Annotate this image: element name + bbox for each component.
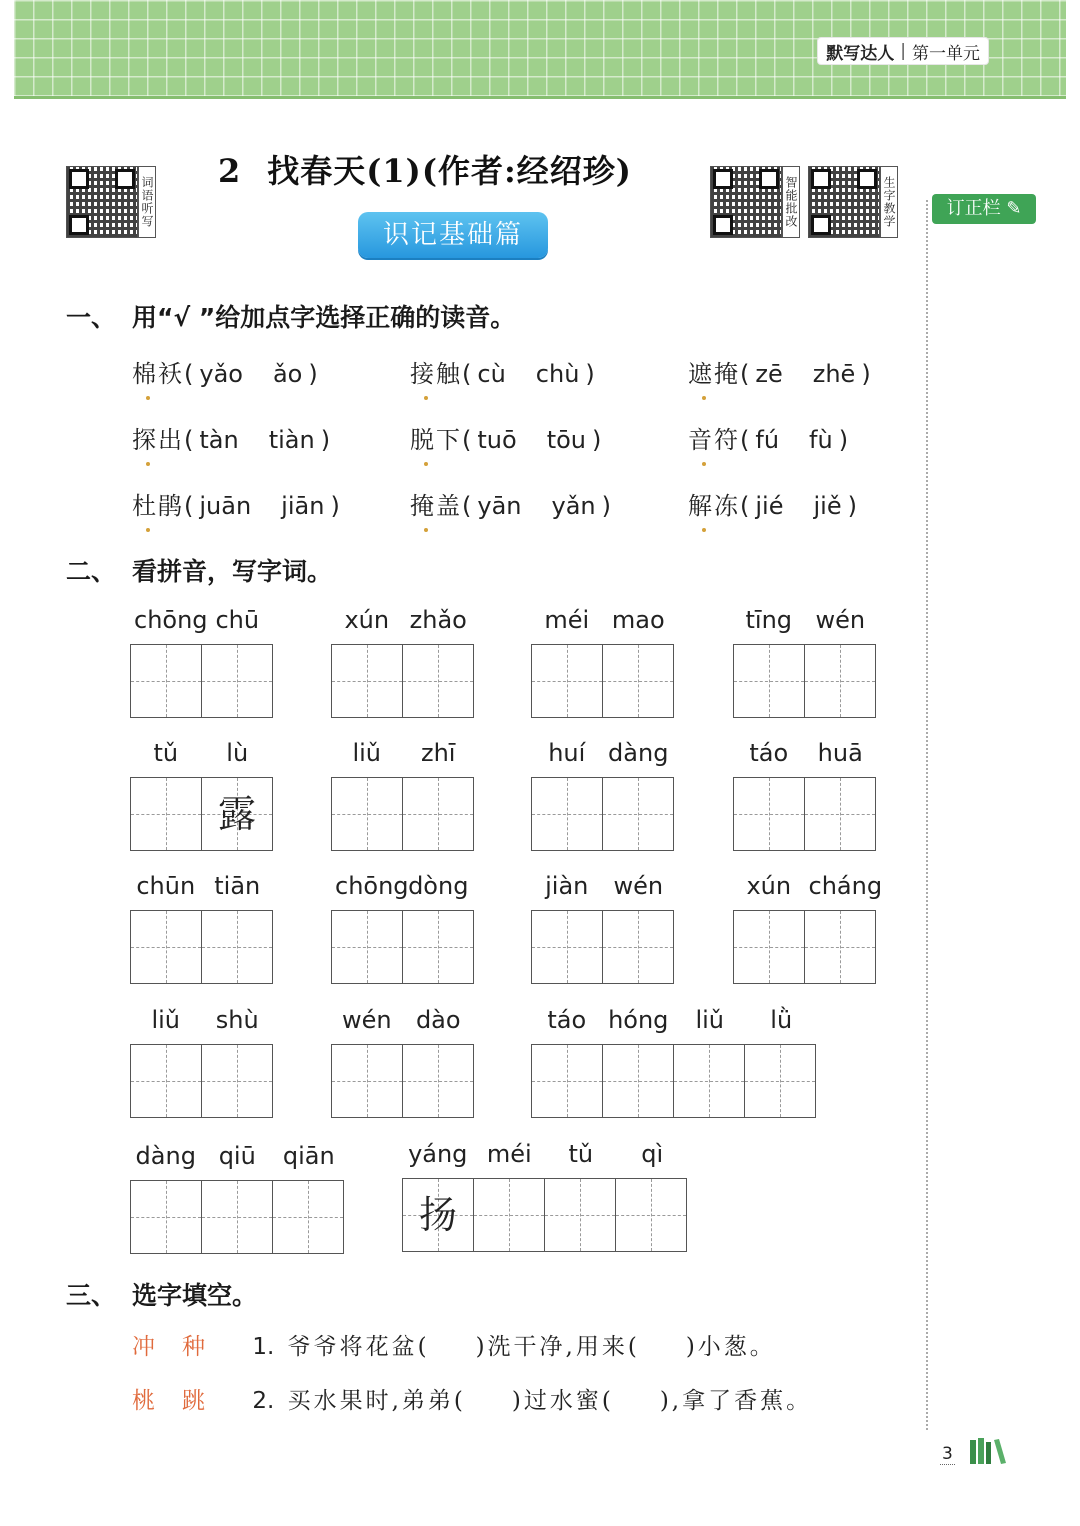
item-word: 棉袄 (132, 360, 184, 388)
paren-open: ( (462, 360, 472, 388)
item-word: 音符 (688, 426, 740, 454)
writing-grid (733, 777, 876, 851)
qr-corner (713, 215, 733, 235)
char-cell[interactable] (131, 778, 202, 850)
pinyin-option[interactable]: jié (755, 492, 784, 520)
char-cell[interactable] (202, 1181, 273, 1253)
pinyin-option[interactable]: tōu (546, 426, 586, 454)
qr-caption: 生字教学 (880, 166, 898, 238)
sentence-text: 买水果时,弟弟( (287, 1388, 466, 1414)
paren-open: ( (462, 426, 472, 454)
char-cell[interactable] (805, 778, 876, 850)
sentence-number: 2. (252, 1388, 275, 1414)
pinyin-option[interactable]: cù (477, 360, 506, 388)
paren-open: ( (462, 492, 472, 520)
emphasis-dot (702, 396, 706, 400)
correction-tag (932, 194, 1036, 224)
char-cell[interactable] (403, 911, 474, 983)
pencil-icon: ✎ (1006, 198, 1022, 219)
char-cell[interactable] (532, 1045, 603, 1117)
pinyin-label: táo (749, 739, 789, 767)
sentence-text: 爷爷将花盆( (287, 1334, 430, 1360)
paren-close: ) (838, 426, 849, 454)
pinyin-option[interactable]: tàn (199, 426, 239, 454)
qr-corner (713, 169, 733, 189)
char-cell[interactable] (532, 645, 603, 717)
paren-close: ) (320, 426, 331, 454)
q3-title: 选字填空。 (132, 1281, 258, 1310)
paren-close: ) (585, 360, 595, 388)
char-cell[interactable] (202, 911, 273, 983)
pinyin-option[interactable]: fú (755, 426, 780, 454)
sentence-text: )小葱。 (685, 1334, 776, 1360)
char-cell[interactable] (332, 911, 403, 983)
paren-open: ( (740, 492, 750, 520)
char-cell[interactable] (332, 645, 403, 717)
pinyin-label: zhī (421, 739, 456, 767)
qr-smart-grading[interactable] (710, 166, 800, 238)
writing-grid (130, 910, 273, 984)
pinyin-label: qiān (282, 1142, 335, 1170)
pinyin-label: dàng (135, 1142, 196, 1170)
writing-grid (331, 644, 474, 718)
qr-corner (811, 169, 831, 189)
pinyin-label: dào (415, 1006, 461, 1034)
qr-character-teaching[interactable] (808, 166, 898, 238)
char-cell[interactable] (202, 778, 273, 850)
pinyin-label: tǔ (568, 1140, 594, 1168)
writing-grid (331, 1044, 474, 1118)
char-cell[interactable] (403, 1045, 474, 1117)
writing-grid (531, 777, 674, 851)
paren-open: ( (740, 426, 750, 454)
paren-close: ) (308, 360, 318, 388)
pronunciation-item (132, 420, 330, 455)
pinyin-label: wén (613, 872, 664, 900)
pinyin-option[interactable]: yān (477, 492, 522, 520)
unit-name: 第一单元 (912, 43, 980, 64)
blank-input[interactable] (430, 1334, 476, 1360)
char-cell[interactable] (332, 778, 403, 850)
choice-chars: 桃 跳 (132, 1388, 207, 1414)
char-cell[interactable] (332, 1045, 403, 1117)
char-cell[interactable] (131, 1181, 202, 1253)
paren-close: ) (601, 492, 611, 520)
char-cell[interactable] (131, 911, 202, 983)
book-name: 默写达人 (826, 43, 895, 64)
sentence-text: ),拿了香蕉。 (659, 1388, 813, 1414)
lesson-title-text: 找春天(1)(作者:经绍珍) (267, 152, 632, 190)
q2-heading (66, 552, 332, 588)
char-cell[interactable] (603, 645, 674, 717)
char-cell[interactable] (403, 1179, 474, 1251)
writing-grid (130, 1180, 344, 1254)
pinyin-label: liǔ (695, 1006, 725, 1034)
pronunciation-item (410, 420, 601, 455)
paren-open: ( (184, 426, 194, 454)
pinyin-label: lǜ (770, 1006, 793, 1034)
qr-corner (69, 215, 89, 235)
char-cell[interactable] (202, 645, 273, 717)
fill-row-1 (132, 1328, 776, 1361)
pinyin-option[interactable]: jiān (281, 492, 325, 520)
pinyin-option[interactable]: fù (809, 426, 833, 454)
q1-title: 用“√ ”给加点字选择正确的读音。 (132, 303, 516, 332)
pronunciation-item (132, 354, 318, 389)
pinyin-label: méi (486, 1140, 532, 1168)
qr-corner (115, 169, 135, 189)
q1-number: 一、 (66, 303, 117, 332)
emphasis-dot (702, 528, 706, 532)
blank-input[interactable] (640, 1334, 686, 1360)
char-cell[interactable] (545, 1179, 616, 1251)
paren-close: ) (861, 360, 871, 388)
char-cell[interactable] (805, 911, 876, 983)
pinyin-label: chōng (335, 872, 409, 900)
pinyin-option[interactable]: jiě (813, 492, 842, 520)
pinyin-label: dàng (608, 739, 669, 767)
writing-grid (531, 910, 674, 984)
item-word: 接触 (410, 360, 462, 388)
q2-title: 看拼音，写字词。 (132, 557, 333, 586)
correction-label: 订正栏 (946, 198, 1001, 219)
unit-separator: | (900, 41, 906, 61)
writing-grid (531, 1044, 816, 1118)
pinyin-option[interactable]: yǎo (199, 360, 243, 388)
pinyin-label: dòng (408, 872, 469, 900)
q3-heading (66, 1276, 257, 1312)
char-cell[interactable] (805, 645, 876, 717)
item-word: 杜鹃 (132, 492, 184, 520)
item-word: 遮掩 (688, 360, 740, 388)
q2-number: 二、 (66, 557, 117, 586)
char-cell-text: 扬 (418, 1193, 457, 1237)
emphasis-dot (424, 462, 428, 466)
qr-caption: 词语听写 (138, 166, 156, 238)
pinyin-label: liǔ (352, 739, 382, 767)
pinyin-label: xún (344, 606, 390, 634)
emphasis-dot (146, 528, 150, 532)
page-number: 3 (942, 1444, 953, 1464)
pinyin-label: tīng (745, 606, 793, 634)
pinyin-label: chū (215, 606, 260, 634)
paren-close: ) (847, 492, 857, 520)
char-cell[interactable] (403, 645, 474, 717)
emphasis-dot (146, 462, 150, 466)
char-cell[interactable] (674, 1045, 745, 1117)
char-cell[interactable] (734, 911, 805, 983)
sentence-number: 1. (252, 1334, 275, 1360)
char-cell[interactable] (474, 1179, 545, 1251)
pinyin-label: tiān (214, 872, 261, 900)
char-cell[interactable] (532, 911, 603, 983)
char-cell[interactable] (603, 911, 674, 983)
lesson-title (218, 146, 632, 192)
lesson-number: 2 (218, 152, 242, 190)
qr-corner (69, 169, 89, 189)
pinyin-option[interactable]: ǎo (272, 360, 303, 388)
pronunciation-item (132, 486, 340, 521)
pinyin-option[interactable]: zē (755, 360, 783, 388)
pinyin-label: chūn (136, 872, 196, 900)
char-cell[interactable] (616, 1179, 687, 1251)
pinyin-label: jiàn (545, 872, 589, 900)
pinyin-option[interactable]: zhē (812, 360, 856, 388)
writing-grid (402, 1178, 687, 1252)
item-word: 掩盖 (410, 492, 462, 520)
writing-grid (331, 910, 474, 984)
pronunciation-item (688, 420, 848, 455)
paren-open: ( (184, 360, 194, 388)
item-word: 脱下 (410, 426, 462, 454)
char-cell[interactable] (532, 778, 603, 850)
pinyin-option[interactable]: tuō (477, 426, 517, 454)
header-band (14, 0, 1066, 99)
char-cell[interactable] (745, 1045, 816, 1117)
char-cell[interactable] (603, 1045, 674, 1117)
paren-open: ( (740, 360, 750, 388)
choice-chars: 冲 种 (132, 1334, 207, 1360)
paren-open: ( (184, 492, 194, 520)
books-icon (968, 1436, 1008, 1464)
writing-grid (130, 644, 273, 718)
pinyin-label: shù (215, 1006, 259, 1034)
char-cell[interactable] (273, 1181, 344, 1253)
pinyin-label: wén (341, 1006, 392, 1034)
emphasis-dot (702, 462, 706, 466)
pronunciation-item (688, 486, 857, 521)
writing-grid (733, 910, 876, 984)
pronunciation-item (688, 354, 871, 389)
qr-corner (857, 169, 877, 189)
pinyin-option[interactable]: tiàn (268, 426, 315, 454)
char-cell[interactable] (131, 1045, 202, 1117)
char-cell[interactable] (131, 645, 202, 717)
sentence-text: )过水蜜( (511, 1388, 614, 1414)
fill-row-2 (132, 1382, 812, 1415)
pinyin-option[interactable]: chù (535, 360, 580, 388)
writing-grid (531, 644, 674, 718)
blank-input[interactable] (466, 1388, 512, 1414)
section-badge: 识记基础篇 (358, 212, 548, 258)
char-cell[interactable] (403, 778, 474, 850)
pinyin-label: méi (544, 606, 590, 634)
pinyin-label: liǔ (151, 1006, 181, 1034)
writing-grid (130, 1044, 273, 1118)
qr-caption: 智能批改 (782, 166, 800, 238)
char-cell[interactable] (202, 1045, 273, 1117)
qr-corner (811, 215, 831, 235)
pinyin-label: lù (226, 739, 249, 767)
q1-heading (66, 298, 515, 334)
pinyin-label: zhǎo (409, 606, 467, 634)
q3-number: 三、 (66, 1281, 117, 1310)
item-word: 解冻 (688, 492, 740, 520)
pinyin-label: tǔ (153, 739, 179, 767)
pinyin-label: táo (547, 1006, 587, 1034)
emphasis-dot (424, 396, 428, 400)
emphasis-dot (146, 396, 150, 400)
char-cell[interactable] (734, 645, 805, 717)
pinyin-label: cháng (808, 872, 883, 900)
pinyin-label: huā (817, 739, 863, 767)
writing-grid (130, 777, 273, 851)
writing-grid (331, 777, 474, 851)
pronunciation-item (410, 486, 611, 521)
pinyin-label: chōng (134, 606, 208, 634)
pronunciation-item (410, 354, 595, 389)
pinyin-label: xún (746, 872, 792, 900)
pinyin-label: hóng (608, 1006, 669, 1034)
pinyin-label: yáng (408, 1140, 468, 1168)
writing-grid (733, 644, 876, 718)
emphasis-dot (424, 528, 428, 532)
pinyin-label: qì (641, 1140, 664, 1168)
pinyin-label: qiū (218, 1142, 256, 1170)
unit-tag (818, 38, 988, 64)
pinyin-label: huí (548, 739, 586, 767)
paren-close: ) (330, 492, 340, 520)
qr-dictation[interactable] (66, 166, 156, 238)
char-cell-text: 露 (217, 792, 256, 836)
pinyin-label: mao (611, 606, 665, 634)
paren-close: ) (592, 426, 602, 454)
qr-corner (759, 169, 779, 189)
char-cell[interactable] (734, 778, 805, 850)
correction-divider (926, 200, 928, 1430)
blank-input[interactable] (614, 1388, 660, 1414)
pinyin-option[interactable]: yǎn (551, 492, 596, 520)
char-cell[interactable] (603, 778, 674, 850)
pinyin-option[interactable]: juān (199, 492, 252, 520)
pinyin-label: wén (815, 606, 866, 634)
item-word: 探出 (132, 426, 184, 454)
sentence-text: )洗干净,用来( (475, 1334, 640, 1360)
